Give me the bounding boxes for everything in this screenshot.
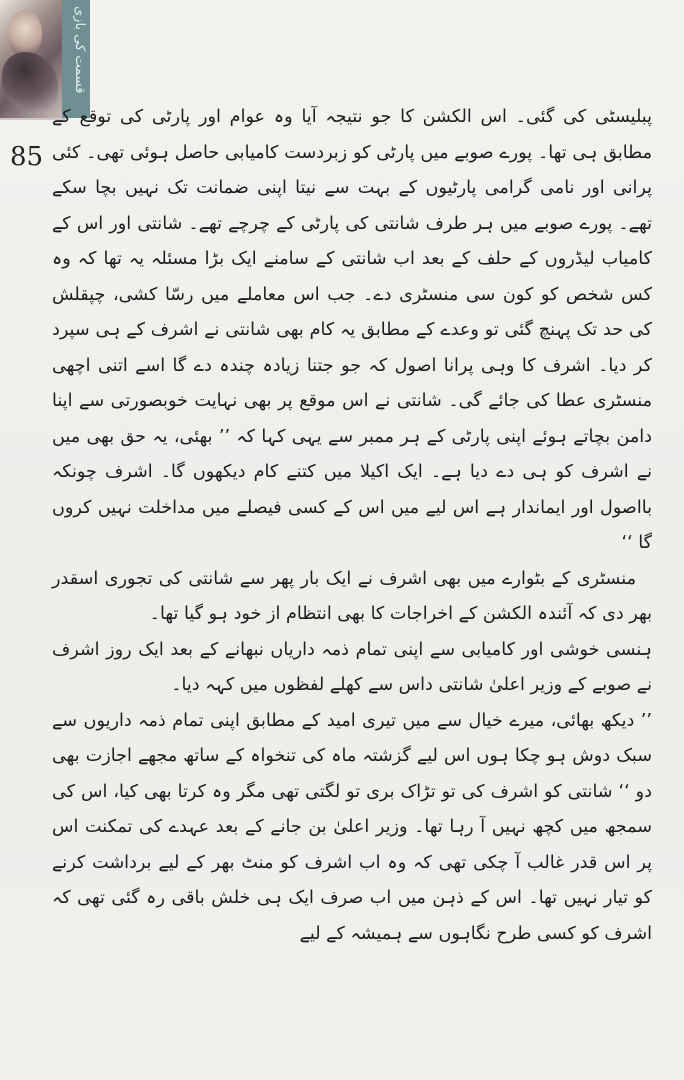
paragraph: ’’ دیکھ بھائی، میرے خیال سے میں تیری امید کے مطابق اپنی تمام ذمہ داریوں سے سبک دوش ہو چکا ہوں اس لیے گزشتہ ماہ کی تنخواہ کے ساتھ مجھے اجازت بھی دو ‘‘ شانتی کو اشرف کی تو تڑاک بری تو لگتی تھی مگر وہ کرتا بھی کیا، اس کی سمجھ میں کچھ نہیں آ رہا تھا۔ وزیر اعلیٰ بن جانے کے بعد عہدے کی تمکنت اس پر اس قدر غالب آ چکی تھی کہ وہ اب اشرف کو منٹ بھر کے لیے برداشت کرنے کو تیار نہیں تھا۔ اس کے ذہن میں اب صرف ایک ہی خلش باقی رہ گئی تھی کہ اشرف کو کسی طرح نگاہوں سے ہمیشہ کے لیے bbox=[52, 710, 652, 944]
body-text bbox=[52, 100, 652, 952]
portrait-hair bbox=[2, 52, 58, 110]
portrait-face bbox=[8, 10, 42, 56]
page-number: 85 bbox=[10, 142, 44, 172]
side-label: قسمت کی بازی bbox=[72, 6, 87, 94]
paragraph: ہنسی خوشی اور کامیابی سے اپنی تمام ذمہ داریاں نبھانے کے بعد ایک روز اشرف نے صوبے کے وزیر اعلیٰ شانتی داس سے کھلے لفظوں میں کہہ دیا۔ bbox=[52, 639, 652, 695]
paragraph: منسٹری کے بٹوارے میں بھی اشرف نے ایک بار پھر سے شانتی کی تجوری اسقدر بھر دی کہ آئندہ الکشن کے اخراجات کا بھی انتظام از خود ہو گیا تھا۔ bbox=[52, 568, 652, 624]
paragraph: پبلیسٹی کی گئی۔ اس الکشن کا جو نتیجہ آیا وہ عوام اور پارٹی کی توقع کے مطابق ہی تھا۔ پورے صوبے میں پارٹی کو زبردست کامیابی حاصل ہوئی تھی۔ کئی پرانی اور نامی گرامی پارٹیوں کے بہت سے نیتا اپنی ضمانت تک نہیں بچا سکے تھے۔ پورے صوبے میں ہر طرف شانتی کی پارٹی کے چرچے تھے۔ شانتی اور اس کے کامیاب لیڈروں کے حلف کے بعد اب شانتی کے سامنے ایک بڑا مسئلہ یہ تھا کہ وہ کس شخص کو کون سی منسٹری دے۔ جب اس معاملے میں رسّا کشی، چپقلش کی حد تک پہنچ گئی تو وعدے کے مطابق یہ کام بھی شانتی نے اشرف کے ہی سپرد کر دیا۔ اشرف کا وہی پرانا اصول کہ جو جتنا زیادہ چندہ دے گا اسے اتنی اچھی منسٹری عطا کی جائے گی۔ شانتی نے اس موقع پر بھی نہایت خوبصورتی سے اپنا دامن بچاتے ہوئے اپنی پارٹی کے ہر ممبر سے یہی کہا کہ ’’ بھئی، یہ حق بھی میں نے اشرف کو ہی دے دیا ہے۔ ایک اکیلا میں کتنے کام دیکھوں گا۔ اشرف چونکہ بااصول اور ایماندار ہے اس لیے میں اس کے کسی فیصلے میں مداخلت نہیں کروں گا ‘‘ bbox=[52, 107, 652, 553]
